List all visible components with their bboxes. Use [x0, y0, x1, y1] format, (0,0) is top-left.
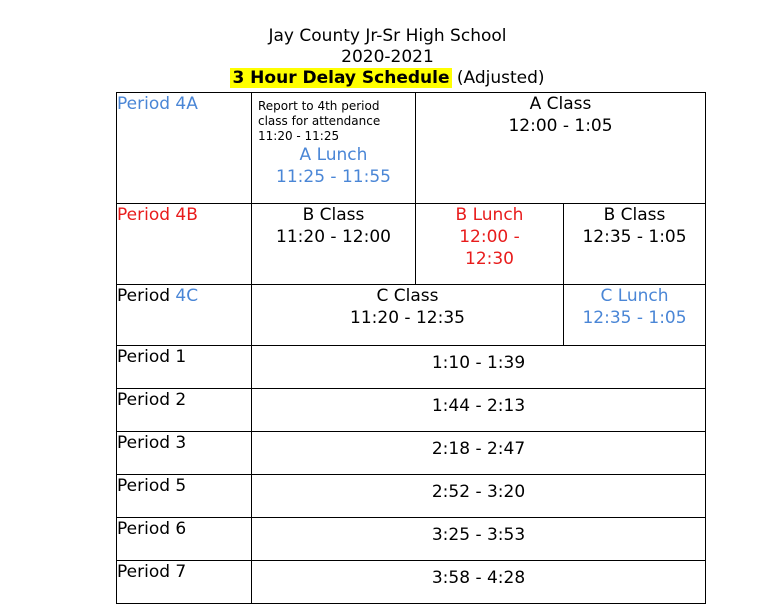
row-period-3 — [117, 432, 706, 475]
a-lunch-time: 11:25 - 11:55 — [276, 167, 391, 187]
cell-4b-class2 — [564, 204, 706, 285]
period-time: 2:52 - 3:20 — [252, 475, 706, 518]
period-4b-label: Period 4B — [117, 204, 252, 285]
period-label: Period 5 — [117, 475, 252, 518]
note-line3: 11:20 - 11:25 — [258, 129, 340, 143]
period-4a-label — [117, 93, 252, 204]
b-lunch-time-line2: 12:30 — [465, 249, 514, 269]
c-lunch-time: 12:35 - 1:05 — [582, 308, 687, 328]
row-period-1 — [117, 346, 706, 389]
schedule-note: (Adjusted) — [456, 68, 545, 88]
cell-4a-class — [416, 93, 706, 204]
period-4c-code: 4C — [175, 286, 199, 306]
school-name: Jay County Jr-Sr High School — [268, 26, 507, 46]
period-label: Period 6 — [117, 518, 252, 561]
b-class2-label: B Class — [603, 205, 666, 225]
row-period-4a — [117, 93, 706, 204]
period-label: Period 7 — [117, 561, 252, 604]
cell-4a-lunch — [252, 93, 416, 204]
cell-4c-lunch — [564, 285, 706, 346]
a-class-label: A Class — [529, 94, 592, 114]
schedule-title — [0, 68, 775, 89]
c-class-time: 11:20 - 12:35 — [350, 308, 465, 328]
a-lunch-label: A Lunch — [299, 145, 368, 165]
period-label: Period 3 — [117, 432, 252, 475]
schedule-table — [116, 92, 706, 604]
a-class-time: 12:00 - 1:05 — [508, 116, 613, 136]
c-lunch-label: C Lunch — [600, 286, 669, 306]
period-4a-code: 4A — [175, 94, 198, 114]
period-time: 3:25 - 3:53 — [252, 518, 706, 561]
school-year: 2020-2021 — [341, 47, 434, 67]
row-period-5 — [117, 475, 706, 518]
b-class1-time: 11:20 - 12:00 — [276, 227, 391, 247]
row-period-4b — [117, 204, 706, 285]
row-period-7 — [117, 561, 706, 604]
cell-4b-class1 — [252, 204, 416, 285]
period-label: Period 1 — [117, 346, 252, 389]
b-lunch-time-line1: 12:00 - — [459, 227, 520, 247]
period-label: Period 2 — [117, 389, 252, 432]
note-line1: Report to 4th period — [258, 99, 380, 113]
period-4a-prefix: Period — [117, 94, 176, 114]
period-time: 2:18 - 2:47 — [252, 432, 706, 475]
schedule-header — [0, 26, 775, 89]
c-class-label: C Class — [376, 286, 439, 306]
cell-4c-class — [252, 285, 564, 346]
schedule-name-highlight: 3 Hour Delay Schedule — [232, 68, 450, 88]
b-class2-time: 12:35 - 1:05 — [582, 227, 687, 247]
note-line2: class for attendance — [258, 114, 381, 128]
period-4c-label — [117, 285, 252, 346]
period-time: 3:58 - 4:28 — [252, 561, 706, 604]
row-period-6 — [117, 518, 706, 561]
b-lunch-label: B Lunch — [455, 205, 524, 225]
row-period-2 — [117, 389, 706, 432]
row-period-4c — [117, 285, 706, 346]
b-class1-label: B Class — [302, 205, 365, 225]
period-4c-prefix: Period — [117, 286, 176, 306]
period-time: 1:44 - 2:13 — [252, 389, 706, 432]
cell-4b-lunch — [416, 204, 564, 285]
period-time: 1:10 - 1:39 — [252, 346, 706, 389]
